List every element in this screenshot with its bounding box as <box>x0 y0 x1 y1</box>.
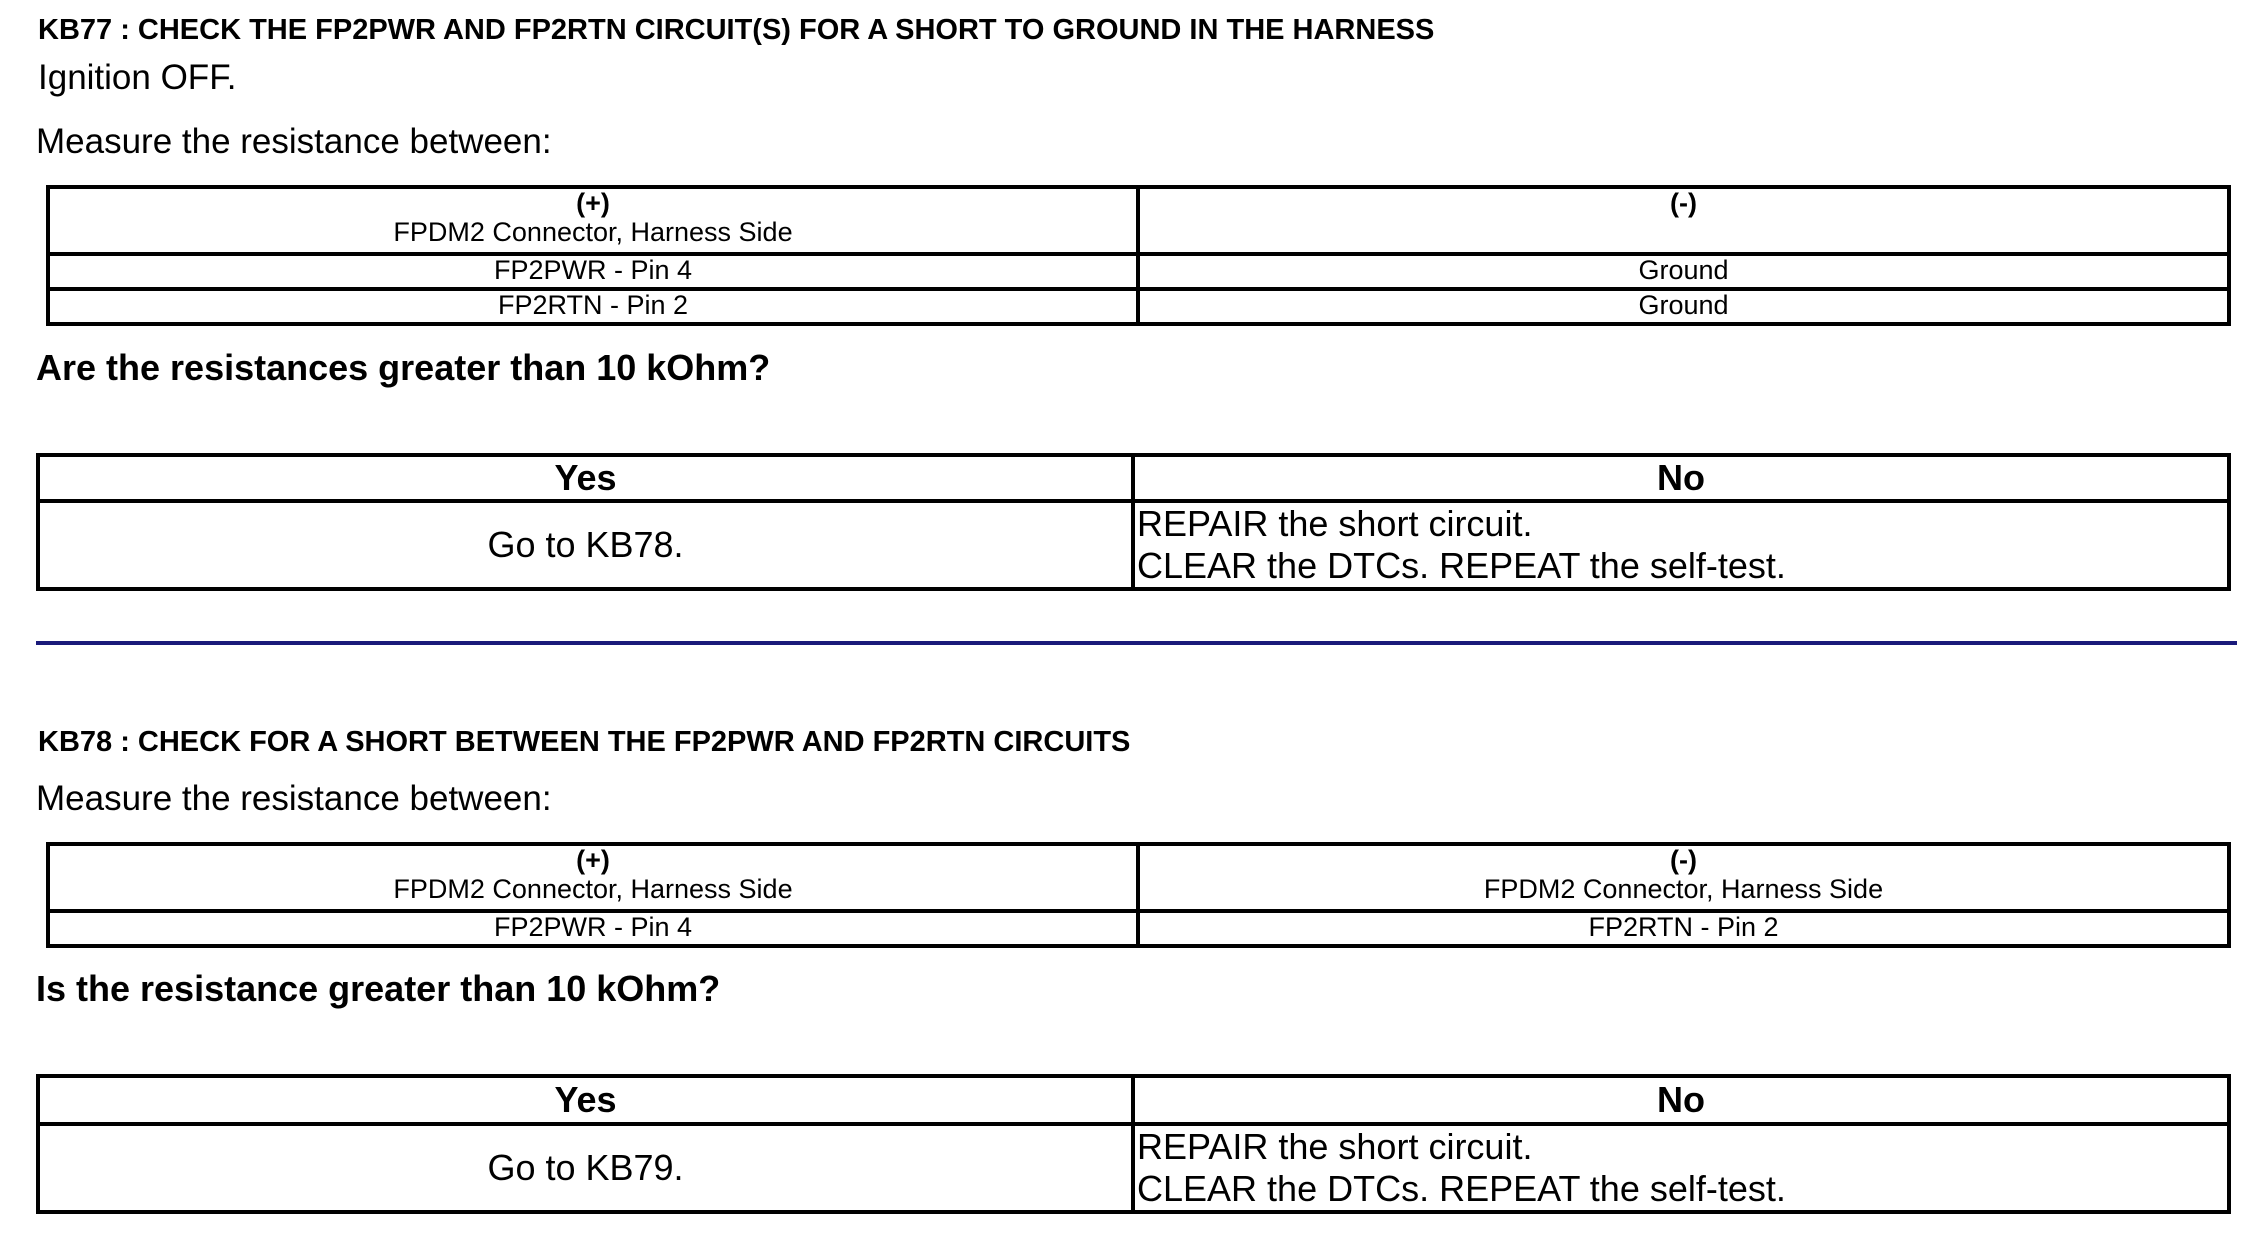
minus-header-cell <box>1138 844 2229 911</box>
kb78-measure-label: Measure the resistance between: <box>36 779 552 818</box>
minus-pin-cell: Ground <box>1138 289 2229 324</box>
kb77-instruction: Ignition OFF. <box>38 58 237 97</box>
plus-header-cell <box>48 187 1138 254</box>
plus-header-cell <box>48 844 1138 911</box>
kb77-question: Are the resistances greater than 10 kOhm? <box>36 347 771 388</box>
table-header-row <box>48 187 2229 254</box>
table-row <box>48 254 2229 289</box>
plus-symbol: (+) <box>576 845 610 875</box>
kb78-title: KB78 : CHECK FOR A SHORT BETWEEN THE FP2PWR AND FP2RTN CIRCUITS <box>38 726 1131 758</box>
plus-pin-cell: FP2RTN - Pin 2 <box>48 289 1138 324</box>
no-header: No <box>1133 1076 2229 1124</box>
kb78-question: Is the resistance greater than 10 kOhm? <box>36 968 721 1009</box>
plus-pin-cell: FP2PWR - Pin 4 <box>48 254 1138 289</box>
table-header-row <box>48 844 2229 911</box>
no-action-cell <box>1133 1124 2229 1212</box>
table-row <box>48 289 2229 324</box>
no-action-line: CLEAR the DTCs. REPEAT the self-test. <box>1137 545 1786 586</box>
yes-header: Yes <box>38 1076 1133 1124</box>
kb77-measurement-table <box>46 185 2231 326</box>
yes-header: Yes <box>38 455 1133 501</box>
yes-action-link[interactable]: Go to KB78. <box>38 501 1133 589</box>
plus-connector-label: FPDM2 Connector, Harness Side <box>393 874 793 904</box>
no-action-line: CLEAR the DTCs. REPEAT the self-test. <box>1137 1168 1786 1209</box>
no-action-cell <box>1133 501 2229 589</box>
kb77-measure-label: Measure the resistance between: <box>36 122 552 161</box>
no-header: No <box>1133 455 2229 501</box>
plus-symbol: (+) <box>576 188 610 218</box>
plus-connector-label: FPDM2 Connector, Harness Side <box>393 217 793 247</box>
table-row <box>48 911 2229 946</box>
plus-pin-cell: FP2PWR - Pin 4 <box>48 911 1138 946</box>
kb77-title: KB77 : CHECK THE FP2PWR AND FP2RTN CIRCUIT(S) FOR A SHORT TO GROUND IN THE HARNESS <box>38 14 1435 46</box>
minus-pin-cell: FP2RTN - Pin 2 <box>1138 911 2229 946</box>
minus-header-cell <box>1138 187 2229 254</box>
minus-symbol: (-) <box>1670 188 1697 218</box>
kb78-measurement-table <box>46 842 2231 948</box>
minus-symbol: (-) <box>1670 845 1697 875</box>
section-divider <box>36 641 2237 645</box>
kb77-answer-table <box>36 453 2231 591</box>
yes-action-link[interactable]: Go to KB79. <box>38 1124 1133 1212</box>
minus-pin-cell: Ground <box>1138 254 2229 289</box>
minus-connector-label: FPDM2 Connector, Harness Side <box>1483 874 1884 904</box>
kb78-answer-table <box>36 1074 2231 1214</box>
no-action-line: REPAIR the short circuit. <box>1137 503 1533 544</box>
no-action-line: REPAIR the short circuit. <box>1137 1126 1533 1167</box>
